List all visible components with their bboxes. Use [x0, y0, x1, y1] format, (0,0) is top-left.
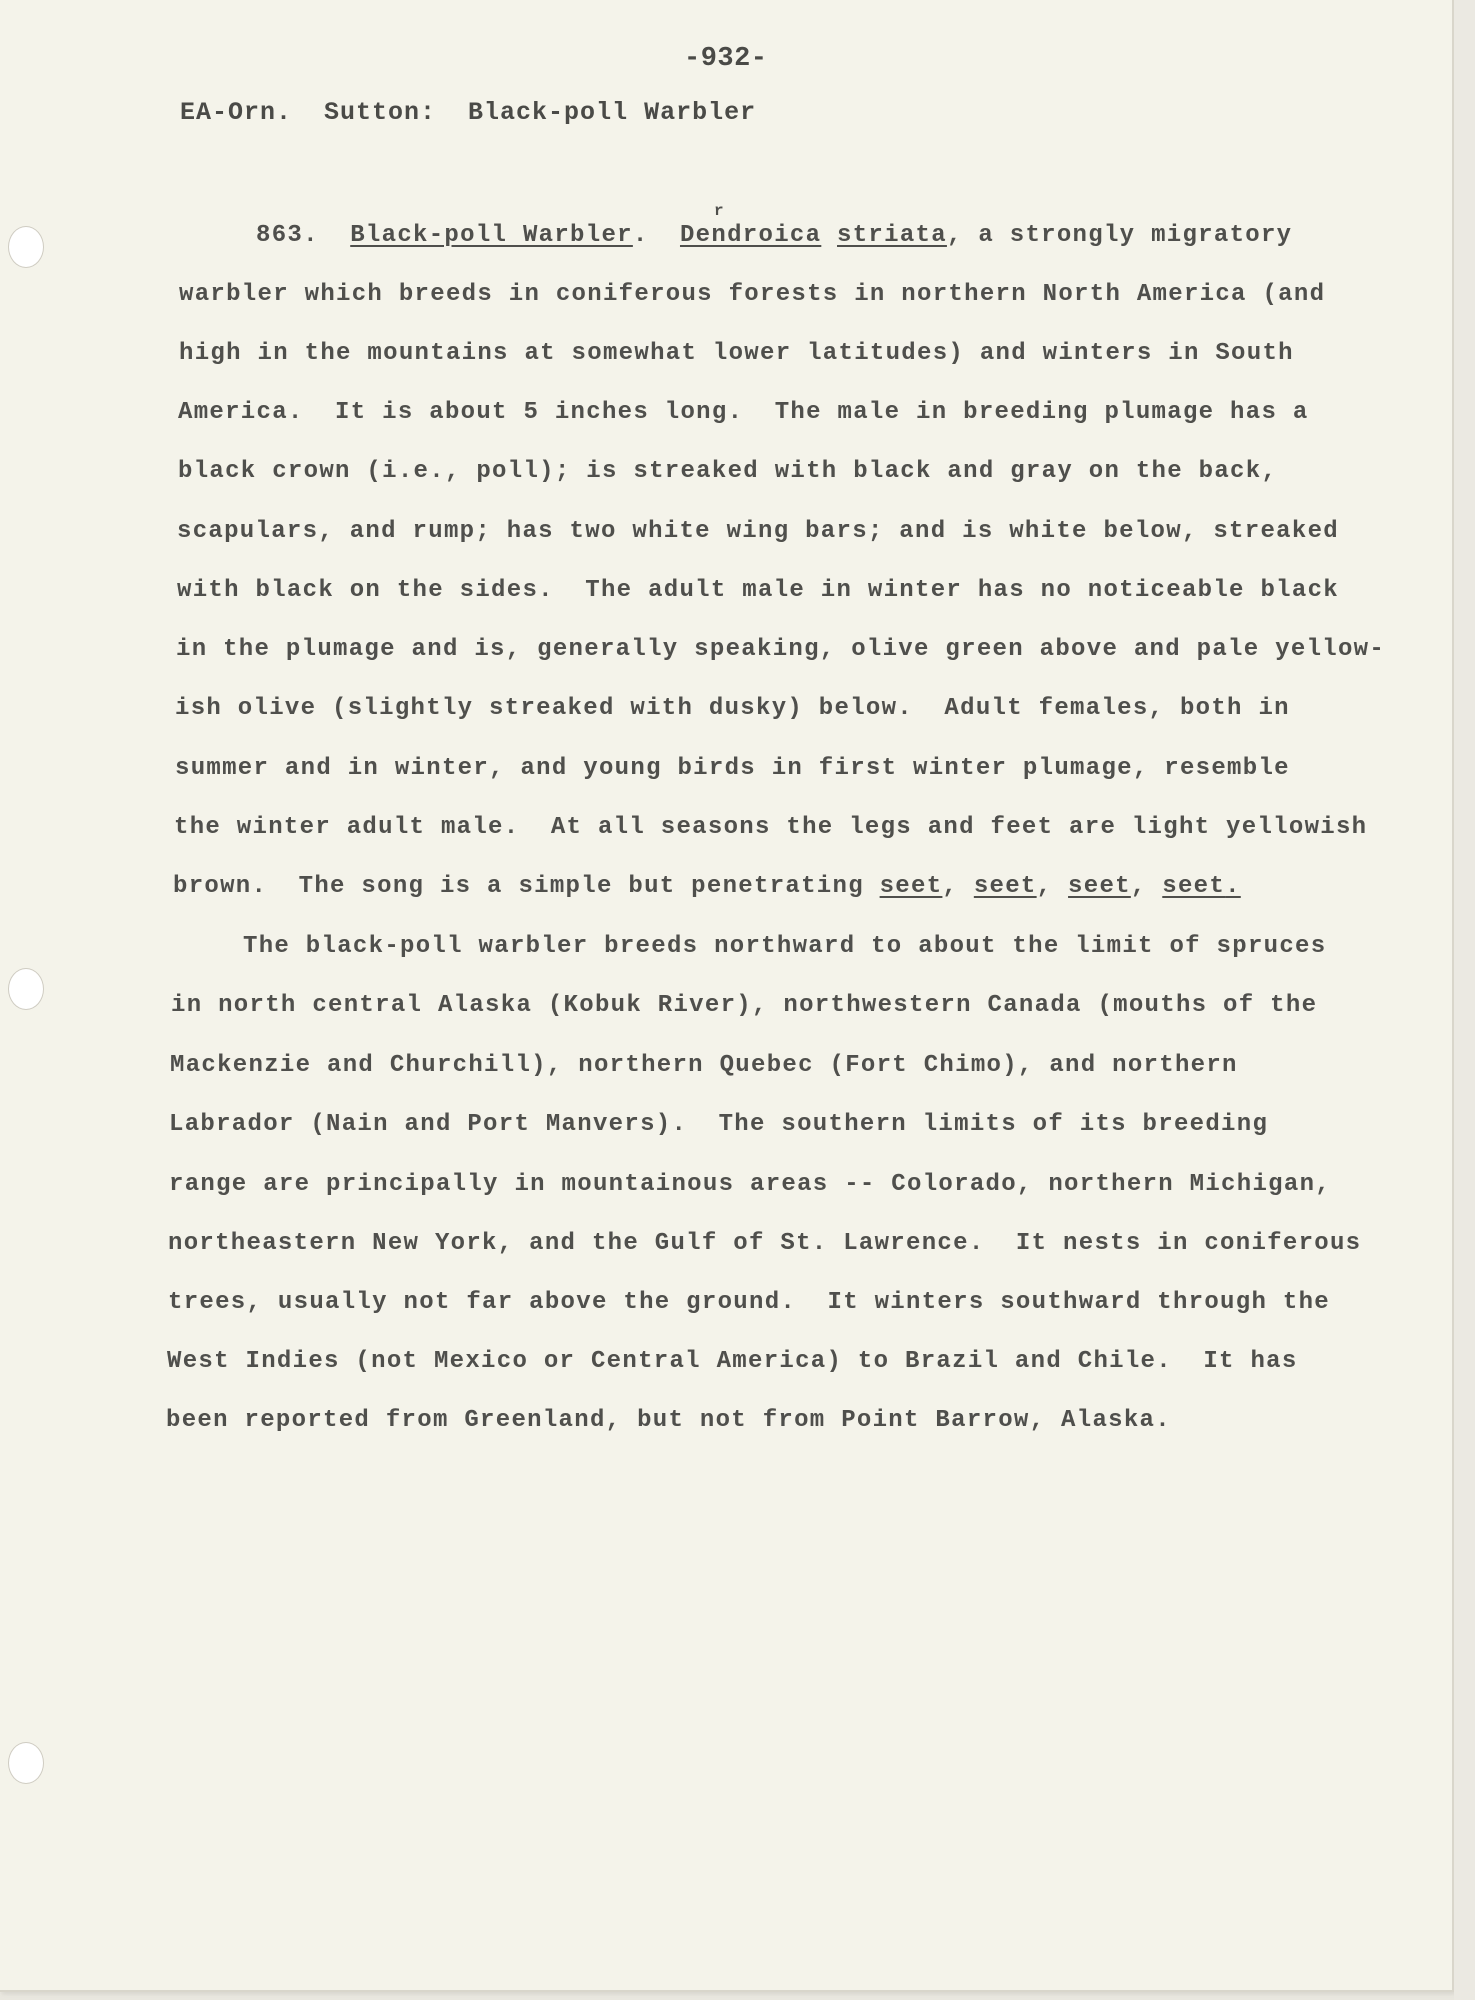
heading-period: .: [632, 222, 649, 249]
paragraph-line: ish olive (slightly streaked with dusky) below. Adult females, both in: [175, 695, 1290, 722]
genus-name: Dendroica: [679, 222, 822, 249]
paragraph-line: Mackenzie and Churchill), northern Quebec (Fort Chimo), and northern: [170, 1052, 1238, 1079]
punch-hole: [8, 968, 44, 1010]
paragraph-line: high in the mountains at somewhat lower latitudes) and winters in South: [179, 340, 1294, 367]
paragraph-line: black crown (i.e., poll); is streaked with black and gray on the back,: [178, 458, 1278, 485]
punch-hole: [8, 226, 44, 268]
page-number: -932-: [684, 44, 768, 74]
paragraph-line: in the plumage and is, generally speaking, olive green above and pale yellow-: [176, 636, 1386, 663]
paragraph-line: America. It is about 5 inches long. The male in breeding plumage has a: [178, 399, 1309, 426]
paragraph-line: range are principally in mountainous areas -- Colorado, northern Michigan,: [169, 1171, 1331, 1198]
song-call: seet: [879, 873, 943, 900]
common-name: Black-poll Warbler: [350, 222, 633, 249]
paragraph-line: trees, usually not far above the ground. It winters southward through the: [168, 1289, 1330, 1316]
entry-number: 863.: [256, 222, 319, 249]
paragraph-line: The black-poll warbler breeds northward to about the limit of spruces: [243, 933, 1327, 960]
entry-heading-line: [256, 221, 1292, 251]
song-line-prefix: brown. The song is a simple but penetrating: [173, 873, 880, 900]
paragraph-line: the winter adult male. At all seasons the legs and feet are light yellowish: [174, 814, 1368, 841]
species-name: striata: [837, 222, 947, 249]
paragraph-line: northeastern New York, and the Gulf of St. Lawrence. It nests in coniferous: [168, 1230, 1362, 1257]
punch-hole: [8, 1742, 44, 1784]
paragraph-line: scapulars, and rump; has two white wing bars; and is white below, streaked: [177, 518, 1339, 545]
paragraph-line: in north central Alaska (Kobuk River), northwestern Canada (mouths of the: [171, 992, 1318, 1019]
paragraph-line: summer and in winter, and young birds in first winter plumage, resemble: [175, 755, 1290, 782]
paragraph-line: warbler which breeds in coniferous forests in northern North America (and: [179, 281, 1326, 308]
paragraph-line: Labrador (Nain and Port Manvers). The southern limits of its breeding: [169, 1111, 1269, 1138]
background-edge: [1454, 0, 1475, 2000]
handwritten-correction: r: [714, 202, 724, 220]
heading-continuation: , a strongly migratory: [946, 222, 1293, 249]
paragraph-line: West Indies (not Mexico or Central America) to Brazil and Chile. It has: [167, 1348, 1298, 1375]
song-call: seet: [1068, 873, 1131, 900]
running-head: EA-Orn. Sutton: Black-poll Warbler: [180, 98, 757, 127]
song-call: seet: [973, 873, 1037, 900]
paragraph-line: been reported from Greenland, but not from Point Barrow, Alaska.: [166, 1407, 1171, 1434]
paragraph-line: with black on the sides. The adult male in winter has no noticeable black: [177, 577, 1339, 604]
song-line: brown. The song is a simple but penetrating seet, seet, seet, seet.: [173, 873, 1241, 900]
song-call: seet: [1162, 873, 1226, 900]
